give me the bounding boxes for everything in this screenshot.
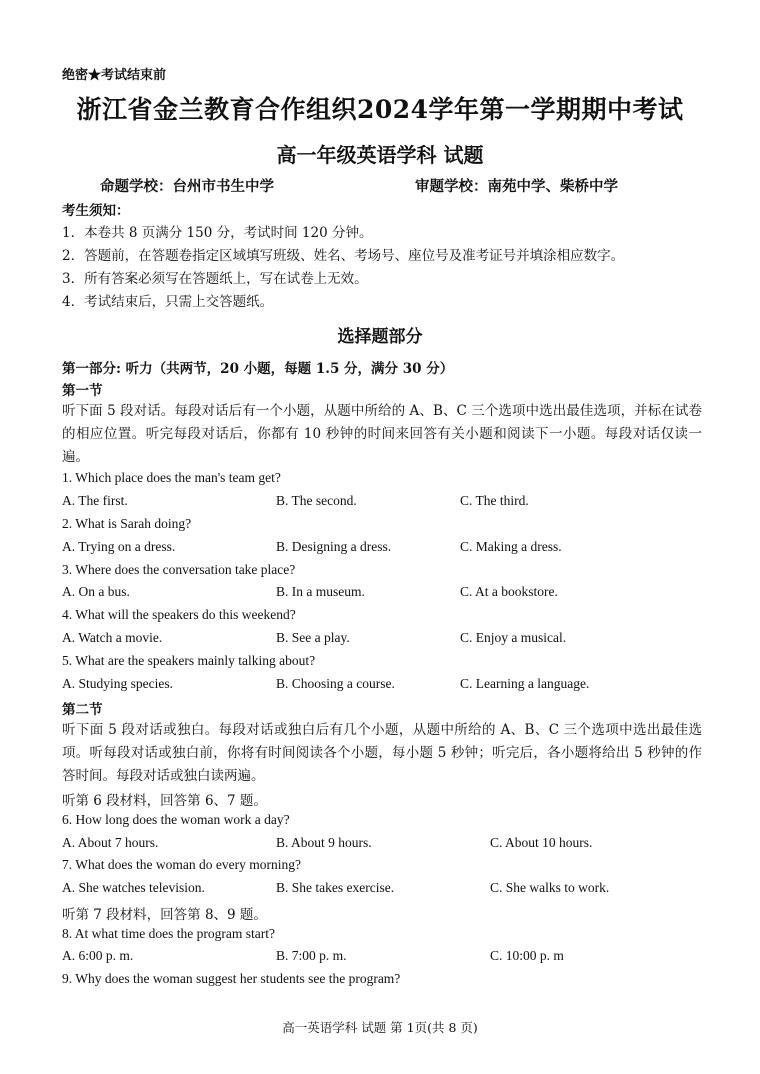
notice-item: 3．所有答案必须写在答题纸上，写在试卷上无效。 [62,271,368,287]
q1-option-b: B. The second. [276,493,357,508]
q5-option-a: A. Studying species. [62,676,173,691]
question-4: 4. What will the speakers do this weekend? [62,607,296,622]
sec1-heading: 第一节 [62,383,103,399]
q2-option-a: A. Trying on a dress. [62,539,176,554]
q4-option-b: B. See a play. [276,630,350,645]
question-3: 3. Where does the conversation take place? [62,562,296,577]
q3-option-b: B. In a museum. [276,584,365,599]
exam-subtitle: 高一年级英语学科 试题 [276,143,484,167]
reviewer-school: 审题学校：南苑中学、柴桥中学 [415,178,618,195]
q5-option-c: C. Learning a language. [460,676,590,691]
q1-option-c: C. The third. [460,493,529,508]
q8-option-a: A. 6:00 p. m. [62,948,134,963]
question-6: 6. How long does the woman work a day? [62,812,290,827]
question-5: 5. What are the speakers mainly talking about? [62,653,316,668]
q6-option-a: A. About 7 hours. [62,835,159,850]
question-1: 1. Which place does the man's team get? [62,470,281,485]
q6-option-b: B. About 9 hours. [276,835,372,850]
sec1-instructions: 听下面 5 段对话。每段对话后有一个小题，从题中所给的 A、B、C 三个选项中选出最佳选项，并标在试卷的相应位置。听完每段对话后，你都有 10 秒钟的时间来回答有关小题和阅读下一小题。每段对话仅读一遍。 [62,403,702,465]
notice-heading: 考生须知： [62,203,130,219]
q7-option-a: A. She watches television. [62,880,205,895]
q7-option-b: B. She takes exercise. [276,880,395,895]
q6-option-c: C. About 10 hours. [490,835,593,850]
q2-option-b: B. Designing a dress. [276,539,392,554]
question-2: 2. What is Sarah doing? [62,516,192,531]
notice-item: 4．考试结束后，只需上交答题纸。 [62,294,274,310]
q4-option-c: C. Enjoy a musical. [460,630,567,645]
q1-option-a: A. The first. [62,493,128,508]
sec2-instructions: 听下面 5 段对话或独白。每段对话或独白后有几个小题，从题中所给的 A、B、C 三个选项中选出最佳选项。听每段对话或独白前，你将有时间阅读各个小题，每小题 5 秒钟；听完后，各小题将给出 5 秒钟的作答时间。每段对话或独白读两遍。 [62,722,702,784]
q8-option-b: B. 7:00 p. m. [276,948,347,963]
part1-heading: 第一部分: 听力（共两节，20 小题，每题 1.5 分，满分 30 分） [62,361,454,377]
material-6-note: 听第 6 段材料，回答第 6、7 题。 [62,793,267,809]
notice-item: 1．本卷共 8 页满分 150 分，考试时间 120 分钟。 [62,225,373,241]
q4-option-a: A. Watch a movie. [62,630,163,645]
question-9: 9. Why does the woman suggest her students see the program? [62,971,401,986]
q7-option-c: C. She walks to work. [490,880,610,895]
section-title: 选择题部分 [337,327,423,347]
exam-title: 浙江省金兰教育合作组织2024学年第一学期期中考试 [76,95,684,124]
notice-item: 2．答题前，在答题卷指定区域填写班级、姓名、考场号、座位号及准考证号并填涂相应数字。 [62,248,625,264]
q5-option-b: B. Choosing a course. [276,676,395,691]
q2-option-c: C. Making a dress. [460,539,562,554]
material-7-note: 听第 7 段材料，回答第 8、9 题。 [62,907,267,923]
sec2-heading: 第二节 [62,702,103,718]
question-8: 8. At what time does the program start? [62,926,275,941]
confidential-label: 绝密★考试结束前 [62,68,167,83]
q3-option-a: A. On a bus. [62,584,130,599]
page-footer: 高一英语学科 试题 第 1页(共 8 页) [282,1020,478,1035]
question-7: 7. What does the woman do every morning? [62,857,301,872]
setter-school: 命题学校：台州市书生中学 [100,178,274,195]
q8-option-c: C. 10:00 p. m [490,948,564,963]
q3-option-c: C. At a bookstore. [460,584,558,599]
